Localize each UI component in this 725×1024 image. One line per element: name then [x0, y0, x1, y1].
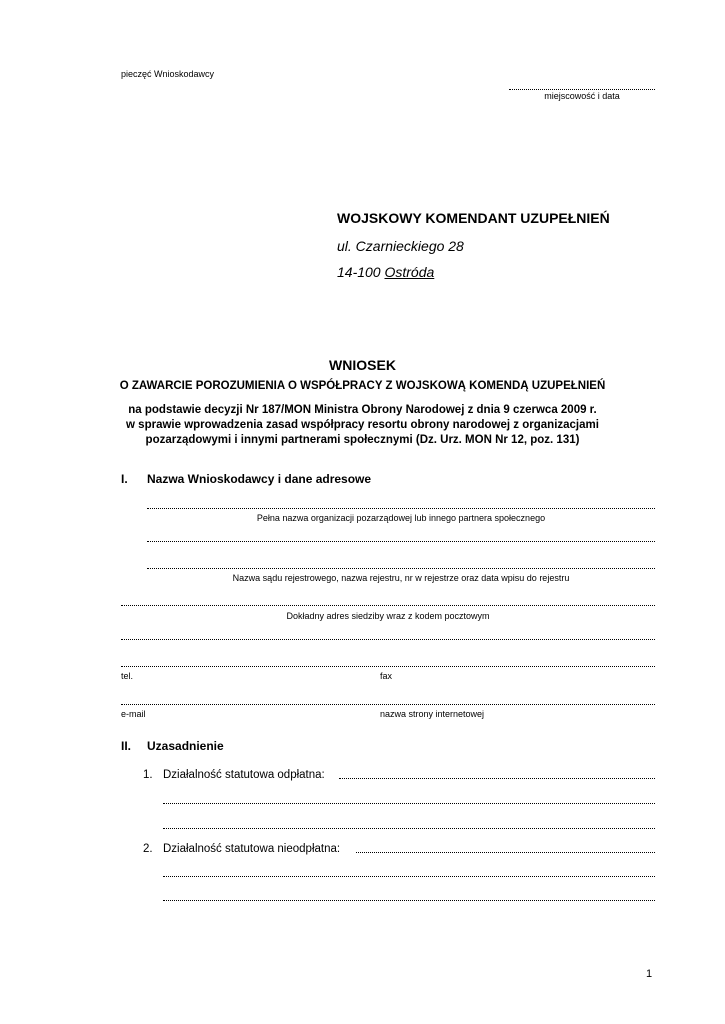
- section1-number: I.: [121, 472, 128, 486]
- tel-label: tel.: [121, 671, 134, 681]
- court-field-line2[interactable]: [147, 568, 655, 569]
- item2-label: Działalność statutowa nieodpłatna:: [163, 843, 341, 855]
- item1-number: 1.: [143, 769, 153, 781]
- document-subtitle: O ZAWARCIE POROZUMIENIA O WSPÓŁPRACY Z WOJSKOWĄ KOMENDĄ UZUPEŁNIEŃ: [119, 380, 606, 392]
- page-number: 1: [646, 968, 653, 980]
- section2-title: Uzasadnienie: [147, 739, 224, 753]
- legal-basis-line3: pozarządowymi i innymi partnerami społecznymi (Dz. Urz. MON Nr 12, poz. 131): [145, 434, 580, 446]
- item1-field-line3[interactable]: [163, 828, 655, 829]
- address-label: Dokładny adres siedziby wraz z kodem pocztowym: [286, 611, 490, 621]
- court-field-line1[interactable]: [147, 541, 655, 542]
- email-website-field[interactable]: [121, 704, 655, 705]
- place-date-label: miejscowość i data: [544, 91, 620, 101]
- fax-label: fax: [380, 671, 393, 681]
- full-name-label: Pełna nazwa organizacji pozarządowej lub innego partnera społecznego: [256, 513, 546, 523]
- item1-label: Działalność statutowa odpłatna:: [163, 769, 325, 781]
- recipient-postcode: 14-100: [337, 264, 381, 280]
- legal-basis-line2: w sprawie wprowadzenia zasad współpracy resortu obrony narodowej z organizacjami: [126, 419, 599, 431]
- legal-basis: [110, 403, 615, 448]
- section2-number: II.: [121, 739, 132, 753]
- legal-basis-line1: na podstawie decyzji Nr 187/MON Ministra Obrony Narodowej z dnia 9 czerwca 2009 r.: [128, 404, 597, 416]
- recipient-street: ul. Czarnieckiego 28: [337, 238, 464, 254]
- court-label: Nazwa sądu rejestrowego, nazwa rejestru, nr w rejestrze oraz data wpisu do rejestru: [232, 573, 570, 583]
- tel-fax-field[interactable]: [121, 666, 655, 667]
- item1-field-line1[interactable]: [339, 778, 655, 779]
- item1-field-line2[interactable]: [163, 803, 655, 804]
- recipient-title: WOJSKOWY KOMENDANT UZUPEŁNIEŃ: [337, 210, 610, 226]
- recipient-city-line: [337, 264, 434, 280]
- recipient-city: Ostróda: [384, 264, 435, 280]
- full-name-field[interactable]: [147, 508, 655, 509]
- address-field[interactable]: [121, 605, 655, 606]
- address-field-line2[interactable]: [121, 639, 655, 640]
- item2-number: 2.: [143, 843, 153, 855]
- item2-field-line3[interactable]: [163, 900, 655, 901]
- document-title: WNIOSEK: [329, 357, 396, 373]
- item2-field-line1[interactable]: [356, 852, 655, 853]
- seal-label: pieczęć Wnioskodawcy: [121, 69, 215, 79]
- website-label: nazwa strony internetowej: [380, 709, 485, 719]
- section1-title: Nazwa Wnioskodawcy i dane adresowe: [147, 472, 372, 486]
- place-date-field[interactable]: [509, 89, 655, 90]
- item2-field-line2[interactable]: [163, 876, 655, 877]
- email-label: e-mail: [121, 709, 146, 719]
